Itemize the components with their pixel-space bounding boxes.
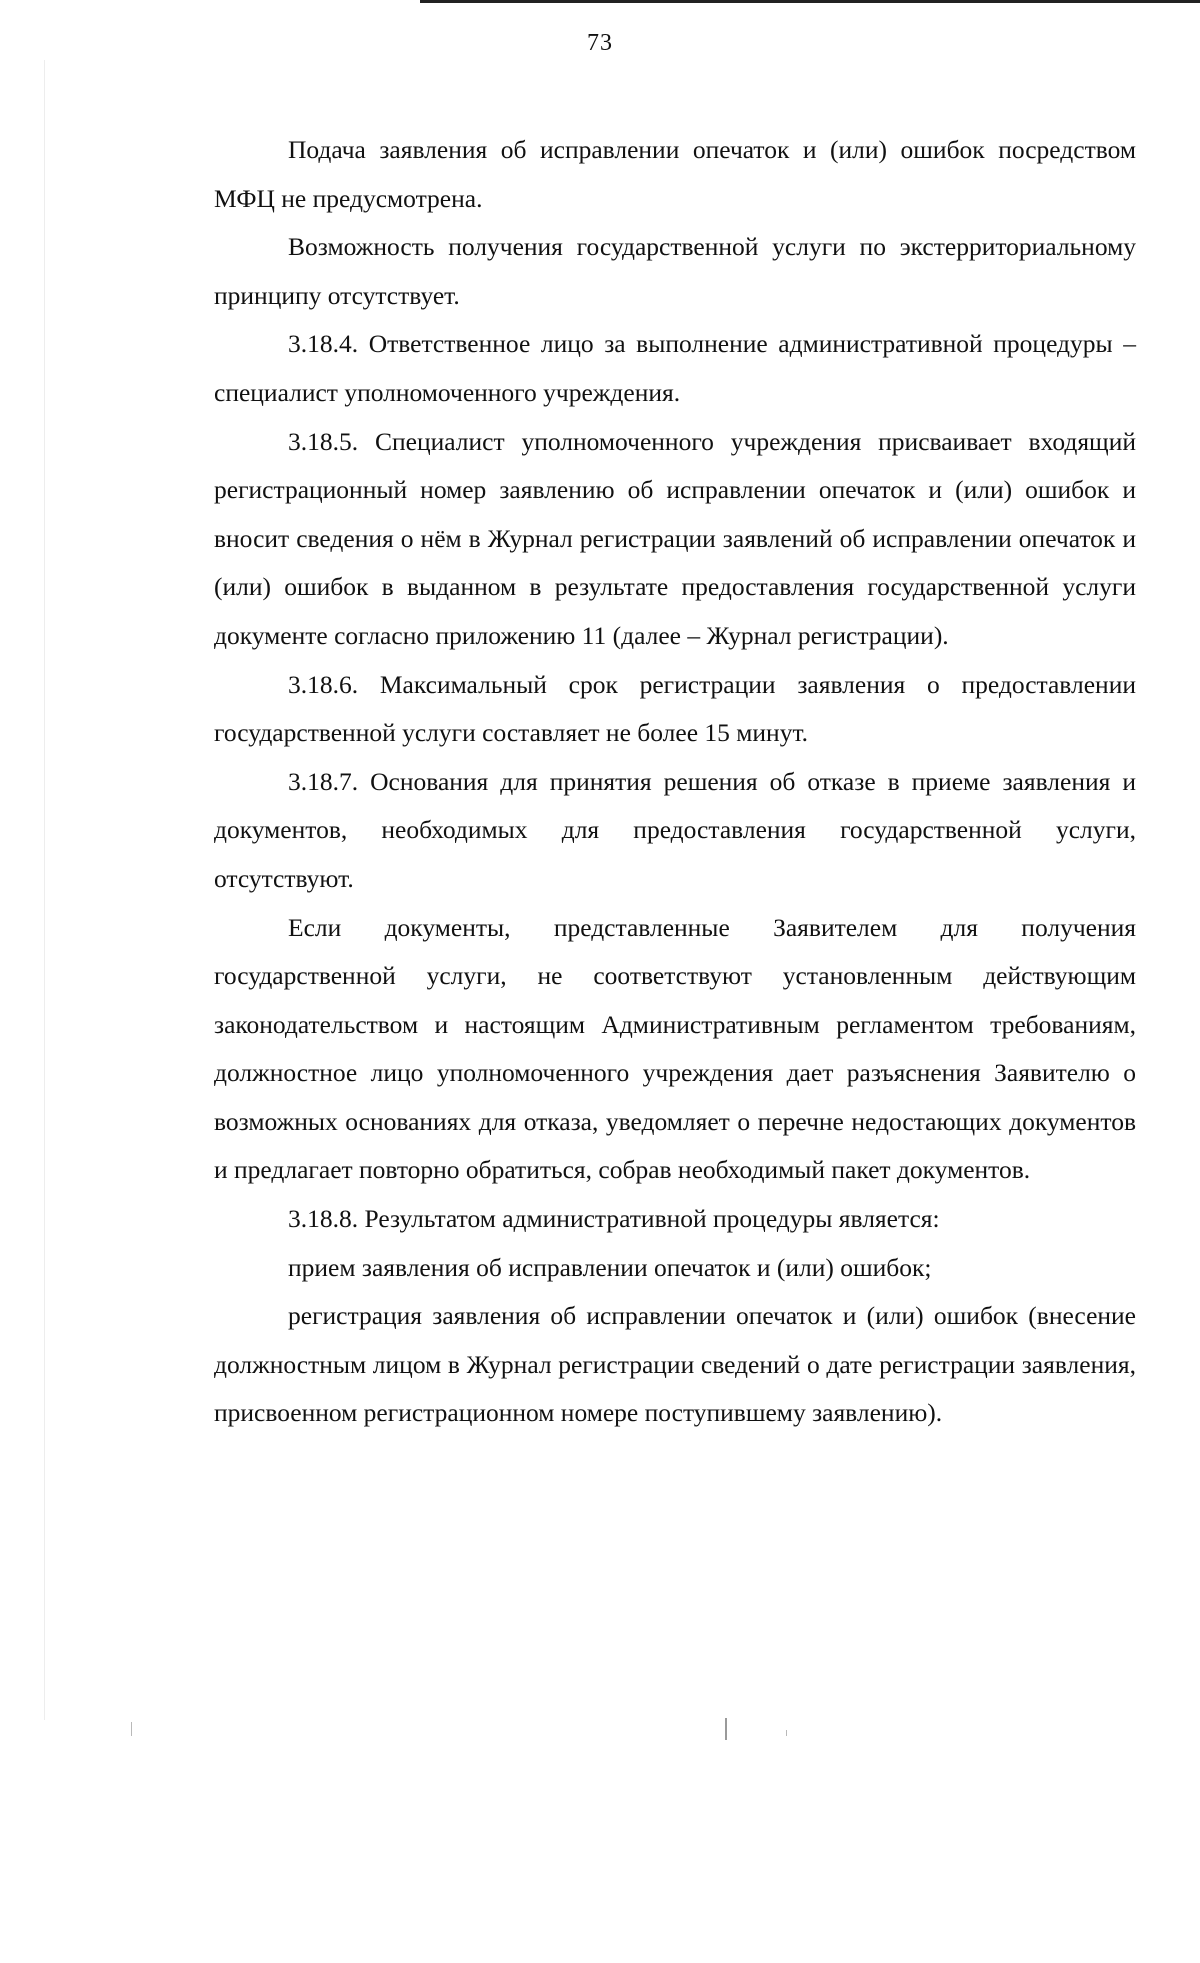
scan-artifact-mark	[44, 60, 45, 1720]
page-number: 73	[587, 30, 613, 56]
document-body	[214, 126, 1136, 1438]
list-item-registration: регистрация заявления об исправлении опечаток и (или) ошибок (внесение должностным лицом в Журнал регистрации сведений о дате регистрации заявления, присвоенном регистрационном номере поступившему заявлению).	[214, 1301, 1136, 1428]
paragraph-3-18-5: 3.18.5. Специалист уполномоченного учреждения присваивает входящий регистрационный номер заявлению об исправлении опечаток и (или) ошибок и вносит сведения о нём в Журнал регистрации заявлений об исправлении опечаток и (или) ошибок в выданном в результате предоставления государственной услуги документе согласно приложению 11 (далее – Журнал регистрации).	[214, 426, 1136, 650]
paragraph-3-18-4: 3.18.4. Ответственное лицо за выполнение административной процедуры – специалист уполномоченного учреждения.	[214, 329, 1136, 407]
scan-artifact-mark	[725, 1718, 727, 1740]
paragraph-extraterritorial: Возможность получения государственной услуги по экстерриториальному принципу отсутствует.	[214, 232, 1136, 310]
paragraph-3-18-7: 3.18.7. Основания для принятия решения об отказе в приеме заявления и документов, необходимых для предоставления государственной услуги, отсутствуют.	[214, 766, 1136, 893]
list-item-reception: прием заявления об исправлении опечаток и (или) ошибок;	[288, 1252, 932, 1282]
scan-top-border	[420, 0, 1200, 3]
paragraph-3-18-6: 3.18.6. Максимальный срок регистрации заявления о предоставлении государственной услуги составляет не более 15 минут.	[214, 669, 1136, 748]
scan-artifact-mark	[786, 1730, 787, 1736]
paragraph-mfc-submission: Подача заявления об исправлении опечаток и (или) ошибок посредством МФЦ не предусмотрена.	[214, 135, 1136, 213]
paragraph-3-18-8: 3.18.8. Результатом административной процедуры является:	[288, 1204, 940, 1234]
scan-artifact-mark	[131, 1722, 132, 1736]
paragraph-refusal-explanation: Если документы, представленные Заявителем для получения государственной услуги, не соответствуют установленным действующим законодательством и настоящим Административным регламентом требованиям, должностное лицо уполномоченного учреждения дает разъяснения Заявителю о возможных основаниях для отказа, уведомляет о перечне недостающих документов и предлагает повторно обратиться, собрав необходимый пакет документов.	[214, 912, 1136, 1185]
